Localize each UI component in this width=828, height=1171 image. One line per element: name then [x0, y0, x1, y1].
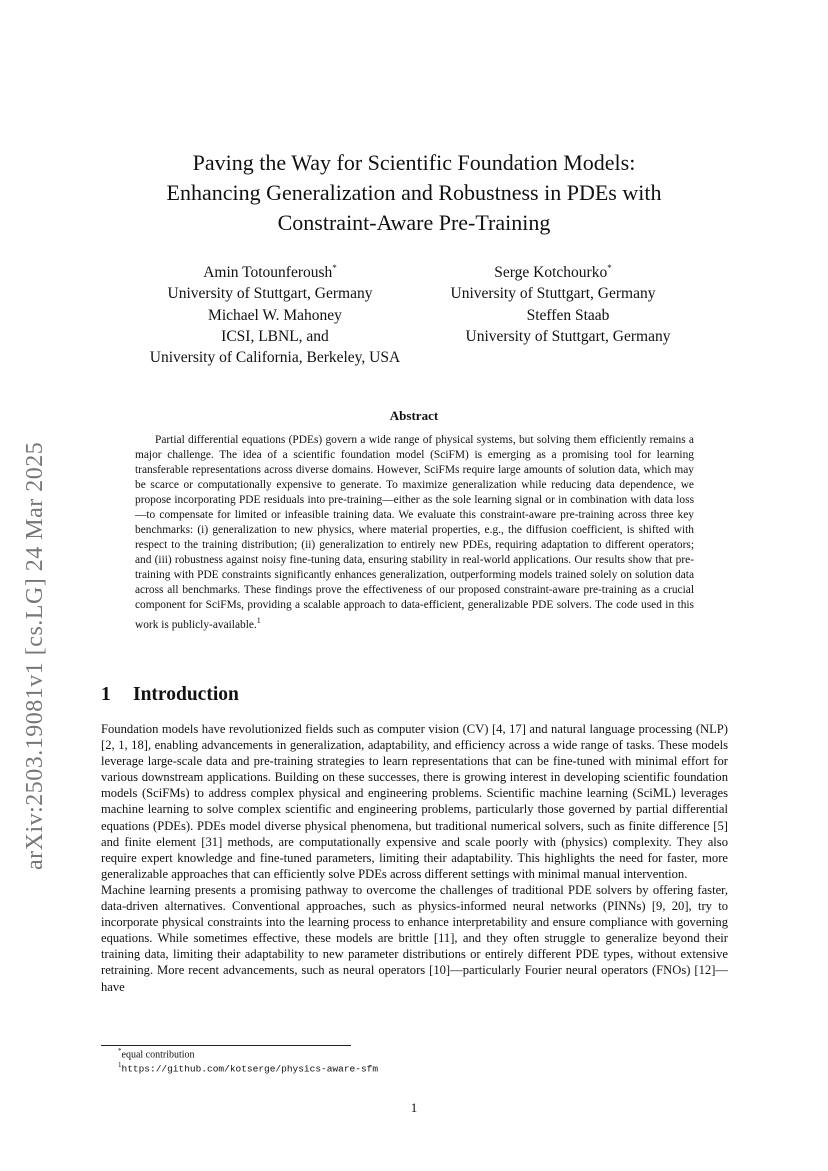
author-affiliation: University of California, Berkeley, USA — [149, 349, 401, 366]
abstract-body: Partial differential equations (PDEs) govern a wide range of physical systems, but solving them efficiently remains a major challenge. The idea of a scientific foundation model (SciFM) is emerging as a promising tool for learning transferable representations across diverse domains. However, SciFMs require large amounts of solution data, which may be scarce or computationally expensive to generate. To maximize generalization while reducing data dependence, we propose incorporating PDE residuals into pre-training—either as the sole learning signal or in combination with data loss—to compensate for limited or infeasible training data. We evaluate this constraint-aware pre-training across three key benchmarks: (i) generalization to new physics, where material properties, e.g., the diffusion coefficient, is shifted with respect to the training distribution; (ii) generalization to entirely new PDEs, requiring adaptation to different operators; and (iii) robustness against noisy fine-tuning data, ensuring stability in real-world applications. Our results show that pre-training with PDE constraints significantly enhances generalization, outperforming models trained solely on solution data across all benchmarks. These findings prove the effectiveness of our proposed constraint-aware pre-training as a crucial component for SciFMs, providing a scalable approach to data-efficient, generalizable PDE solvers. The code used in this work is publicly-available. — [135, 434, 694, 631]
author-name: Serge Kotchourko — [494, 264, 608, 282]
section-heading — [101, 684, 239, 706]
section-title: Introduction — [133, 684, 239, 705]
author-affiliation: University of Stuttgart, Germany — [167, 285, 373, 303]
arxiv-stamp: arXiv:2503.19081v1 [cs.LG] 24 Mar 2025 — [22, 441, 48, 870]
paper-title — [100, 148, 728, 238]
author-entry — [155, 258, 385, 304]
author-affiliation: University of Stuttgart, Germany — [450, 285, 656, 303]
section-number: 1 — [101, 684, 111, 705]
author-affiliation: University of Stuttgart, Germany — [465, 328, 671, 345]
author-mark: * — [607, 263, 612, 273]
author-name: Steffen Staab — [526, 307, 610, 324]
body-text — [101, 721, 728, 995]
title-line: Constraint-Aware Pre-Training — [277, 210, 551, 235]
footnote — [118, 1061, 378, 1074]
page-number: 1 — [410, 1100, 418, 1115]
author-mark: * — [332, 263, 337, 273]
author-name: Michael W. Mahoney — [208, 307, 342, 324]
footnote-ref: 1 — [256, 616, 261, 625]
abstract-text — [135, 433, 694, 633]
title-line: Paving the Way for Scientific Foundation Models: — [192, 150, 636, 175]
title-line: Enhancing Generalization and Robustness in PDEs with — [166, 180, 662, 205]
footnote-rule — [101, 1045, 351, 1046]
author-entry — [435, 258, 671, 304]
abstract-heading: Abstract — [389, 408, 439, 423]
footnote-text: equal contribution — [121, 1049, 195, 1061]
footnote-mark: * — [118, 1047, 122, 1055]
paragraph: Machine learning presents a promising pathway to overcome the challenges of traditional PDE solvers by offering faster, data-driven alternatives. Conventional approaches, such as physics-informed neural networks (PINNs) [9, 20], try to incorporate physical constraints into the learning process to enhance interpretability and ensure compliance with governing equations. While sometimes effective, these models are brittle [11], and they often struggle to generalize beyond their training data, limiting their adaptability to new parameter distributions or entirely different PDE types, without extensive retraining. More recent advancements, such as neural operators [10]—particularly Fourier neural operators (FNOs) [12]—have — [101, 882, 728, 994]
footnote-link[interactable]: https://github.com/kotserge/physics-aware-sfm — [121, 1063, 379, 1075]
author-entry — [125, 305, 425, 368]
paragraph: Foundation models have revolutionized fields such as computer vision (CV) [4, 17] and natural language processing (NLP) [2, 1, 18], enabling advancements in generalization, adaptability, and efficiency across a wide range of tasks. These models leverage large-scale data and pre-training strategies to learn representations that can be fine-tuned with minimal effort for various downstream applications. Building on these successes, there is growing interest in developing scientific foundation models (SciFMs) to address complex physical and engineering problems. Scientific machine learning (SciML) leverages machine learning to solve complex scientific and engineering problems, particularly those governed by partial differential equations (PDEs). PDEs model diverse physical phenomena, but traditional numerical solvers, such as finite difference [5] and finite element [31] methods, are computationally expensive and scale poorly with (physics) complexity. They also require expert knowledge and fine-tuned parameters, limiting their adaptability. This highlights the need for faster, more generalizable approaches that can efficiently solve PDEs across different settings with minimal manual intervention. — [101, 722, 728, 881]
author-name: Amin Totounferoush — [203, 264, 333, 282]
footnote — [118, 1047, 195, 1060]
author-affiliation: ICSI, LBNL, and — [221, 328, 329, 345]
author-entry — [450, 305, 686, 347]
footnote-mark: 1 — [118, 1061, 122, 1069]
